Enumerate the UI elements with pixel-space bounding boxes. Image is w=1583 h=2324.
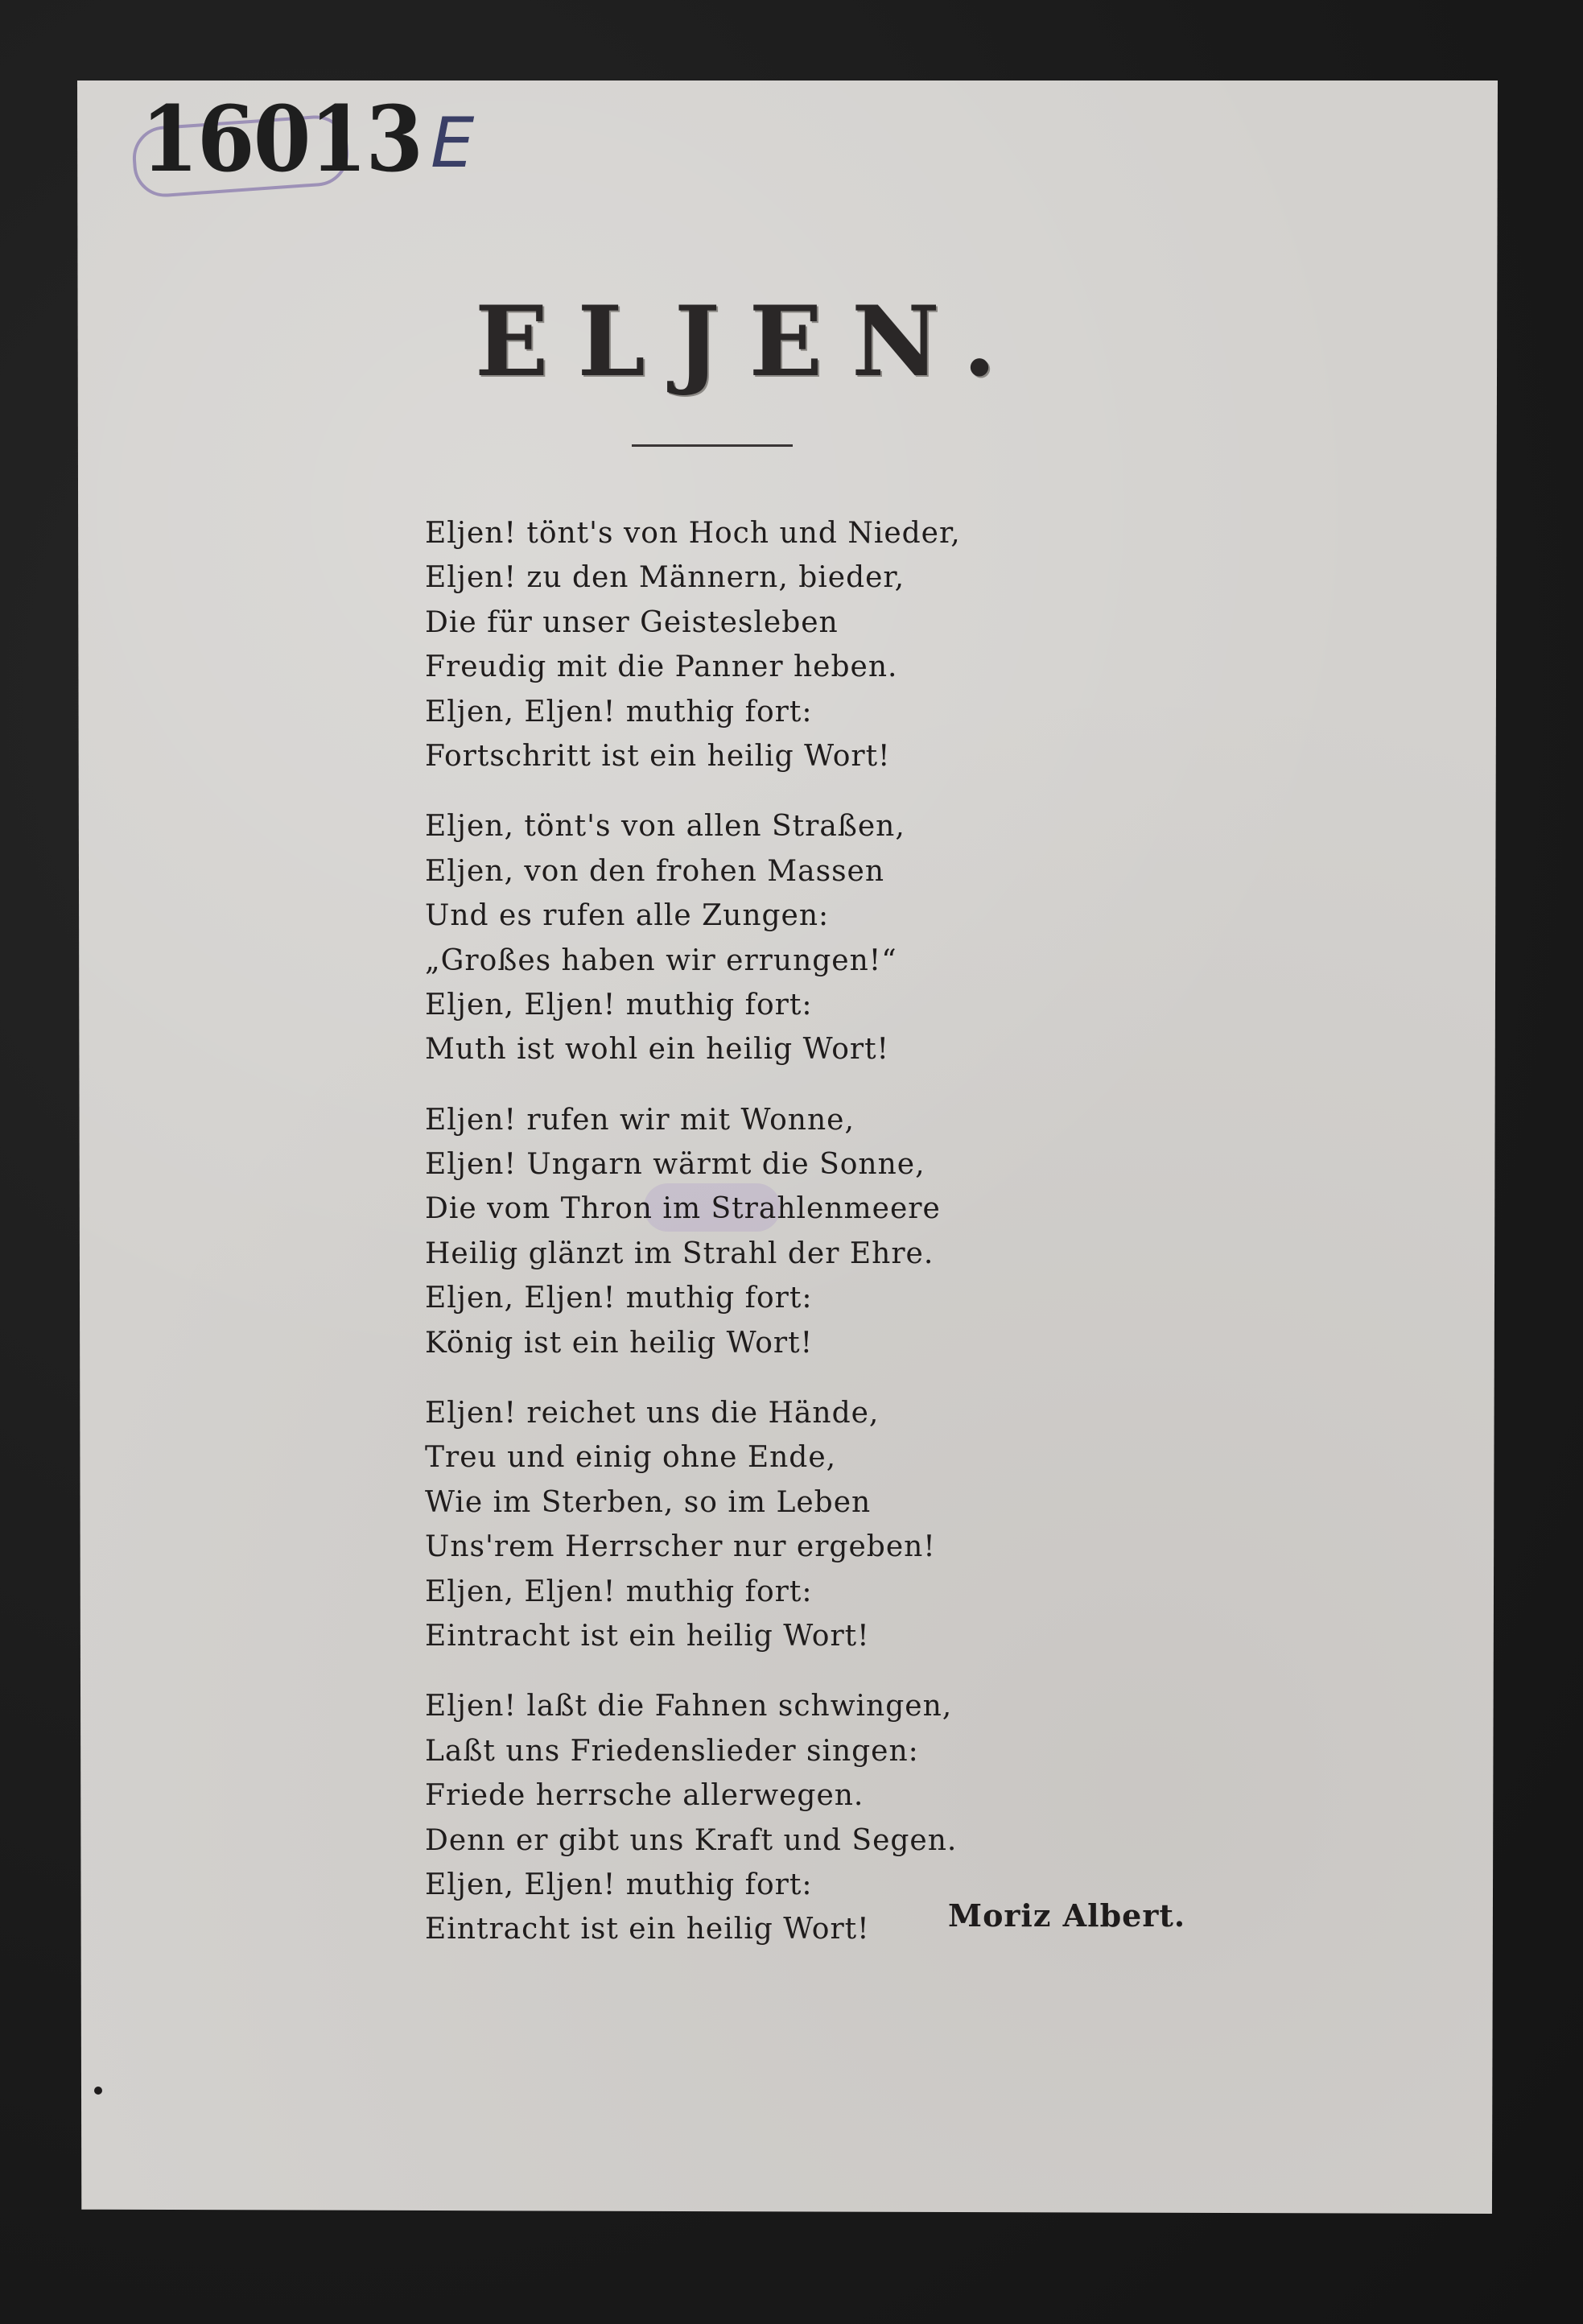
poem-line: Eljen, Eljen! muthig fort: — [425, 1282, 813, 1315]
poem-line: Eljen, von den frohen Massen — [425, 854, 885, 888]
poem-line: König ist ein heilig Wort! — [425, 1326, 814, 1360]
poem-body — [425, 511, 1230, 1952]
poem-line: Eljen, tönt's von allen Straßen, — [425, 810, 905, 844]
poem-line: Die für unser Geistesleben — [425, 605, 839, 639]
margin-dot — [94, 2087, 102, 2095]
poem-line: Treu und einig ohne Ende, — [425, 1441, 837, 1475]
poem-line: Eljen! reichet uns die Hände, — [425, 1397, 880, 1430]
poem-line: Eljen, Eljen! muthig fort: — [425, 988, 813, 1022]
poem-line: Eintracht ist ein heilig Wort! — [425, 1913, 870, 1946]
poem-line: Und es rufen alle Zungen: — [425, 899, 830, 933]
poem-line: Muth ist wohl ein heilig Wort! — [425, 1033, 890, 1067]
poem-line: Eljen! Ungarn wärmt die Sonne, — [425, 1148, 925, 1182]
author-signature: Moriz Albert. — [948, 1897, 1186, 1934]
stanza-1 — [425, 511, 1230, 778]
poem-line: Wie im Sterben, so im Leben — [425, 1485, 872, 1519]
poem-line: Die vom Thron im Strahlenmeere — [425, 1192, 941, 1226]
poem-line: Eljen! laßt die Fahnen schwingen, — [425, 1690, 953, 1723]
poem-line: Eintracht ist ein heilig Wort! — [425, 1619, 870, 1653]
stanza-4 — [425, 1391, 1230, 1658]
poem-title: ELJEN. — [475, 285, 1025, 398]
catalog-suffix: E — [431, 103, 475, 184]
poem-line: Laßt uns Friedenslieder singen: — [425, 1734, 919, 1768]
poem-line: Eljen! rufen wir mit Wonne, — [425, 1103, 855, 1137]
poem-line: Eljen, Eljen! muthig fort: — [425, 1868, 813, 1901]
stanza-2 — [425, 804, 1230, 1071]
poem-line: Eljen, Eljen! muthig fort: — [425, 695, 813, 729]
poem-line: Fortschritt ist ein heilig Wort! — [425, 739, 891, 773]
poem-line: Heilig glänzt im Strahl der Ehre. — [425, 1236, 934, 1270]
poem-line: Freudig mit die Panner heben. — [425, 650, 898, 684]
poem-line: Denn er gibt uns Kraft und Segen. — [425, 1823, 958, 1857]
poem-line: Friede herrsche allerwegen. — [425, 1779, 864, 1813]
poem-line: „Großes haben wir errungen!“ — [425, 943, 897, 977]
poem-line: Eljen! zu den Männern, bieder, — [425, 561, 905, 595]
title-divider — [632, 444, 793, 447]
catalog-number: 16013 — [141, 87, 423, 192]
poem-line: Uns'rem Herrscher nur ergeben! — [425, 1530, 936, 1564]
stanza-3 — [425, 1098, 1230, 1365]
poem-line: Eljen, Eljen! muthig fort: — [425, 1575, 813, 1608]
poem-line: Eljen! tönt's von Hoch und Nieder, — [425, 517, 961, 550]
